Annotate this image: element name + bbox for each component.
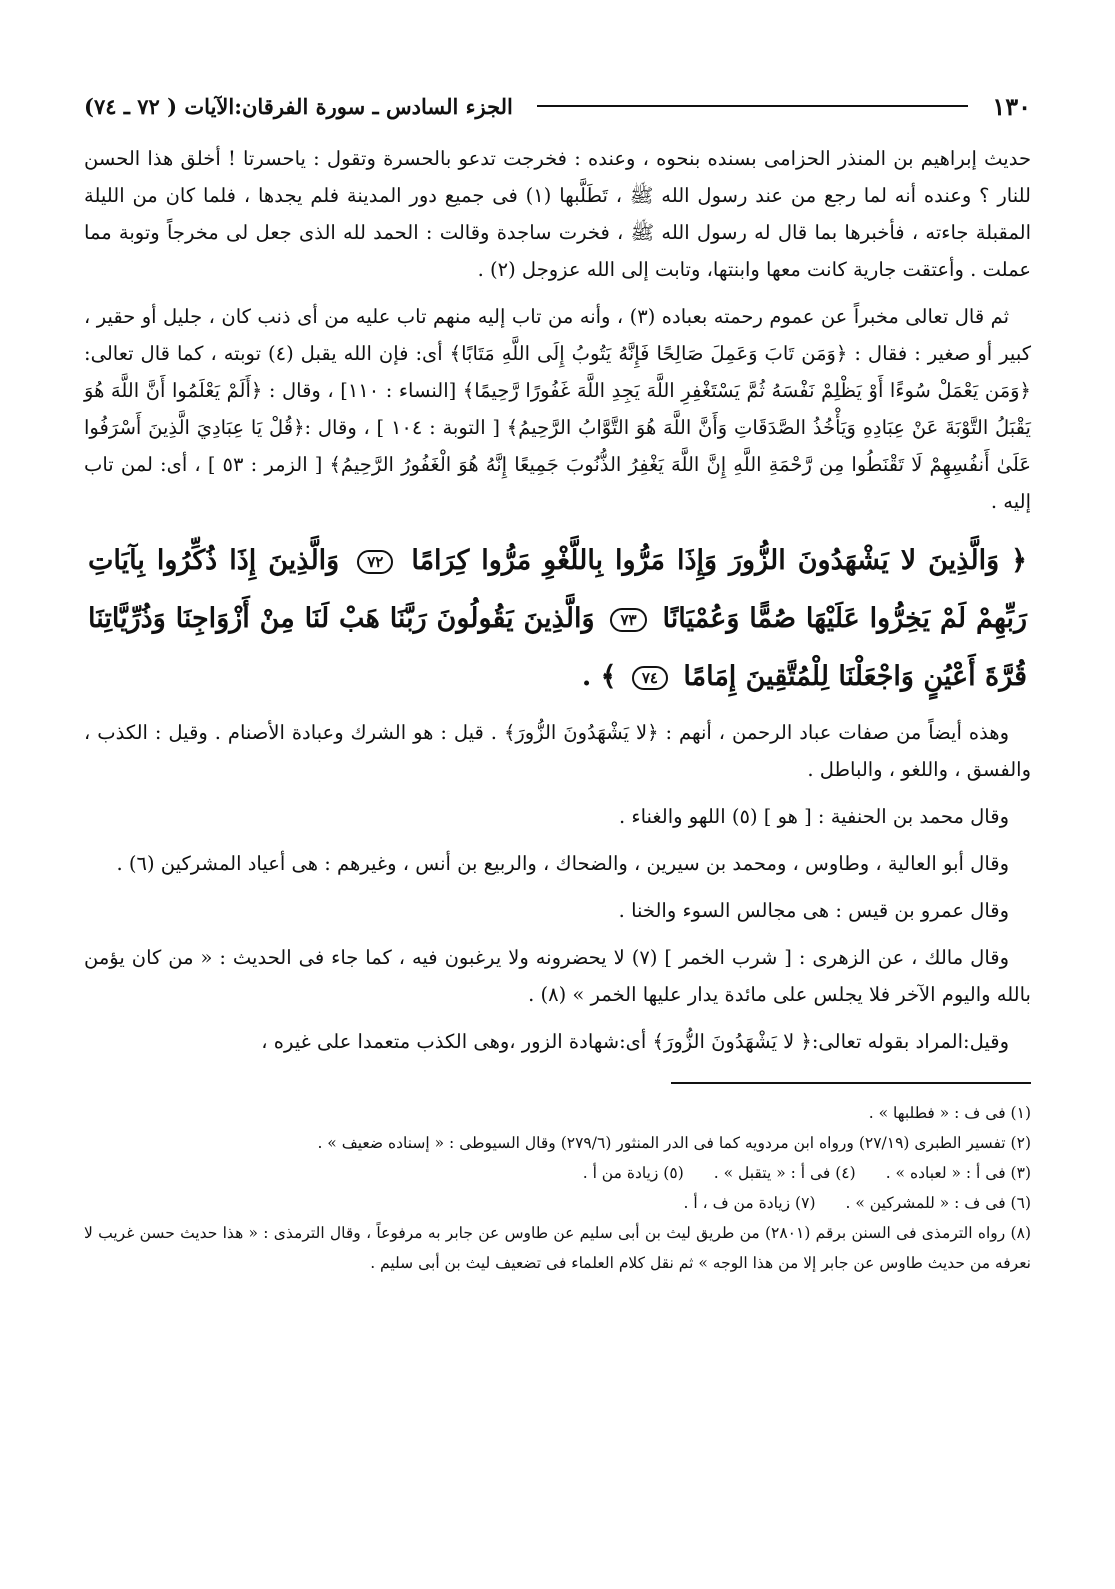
verse-73-text: وَالَّذِينَ إِذَا ذُكِّرُوا بِآيَاتِ رَبِّهِمْ لَمْ يَخِرُّوا عَلَيْهَا صُمًّا وَعُمْيَانًا xyxy=(88,545,1027,634)
commentary-paragraph: وقال أبو العالية ، وطاوس ، ومحمد بن سيرين ، والضحاك ، والربيع بن أنس ، وغيرهم : هى أعياد المشركين (٦) . xyxy=(116,852,1009,875)
header-rule xyxy=(537,105,968,107)
footnote-separator xyxy=(671,1082,1031,1084)
ayah-number-74: ٧٤ xyxy=(632,666,668,690)
verse-close-bracket: ﴾ . xyxy=(581,661,617,692)
commentary-paragraph: وقال محمد بن الحنفية : [ هو ] (٥) اللهو والغناء . xyxy=(619,805,1009,828)
page-header xyxy=(84,86,1031,126)
commentary-paragraph: وهذه أيضاً من صفات عباد الرحمن ، أنهم : ﴿لا يَشْهَدُونَ الزُّورَ﴾ . قيل : هو الشرك وعبادة الأصنام . وقيل : الكذب ، والفسق ، واللغو ، والباطل . xyxy=(84,721,1031,781)
footnote-1: (١) فى ف : « فطلبها » . xyxy=(868,1104,1031,1122)
verse-72-text: وَالَّذِينَ لا يَشْهَدُونَ الزُّورَ وَإِذَا مَرُّوا بِاللَّغْوِ مَرُّوا كِرَامًا xyxy=(411,545,1000,576)
paragraph-repentance: ثم قال تعالى مخبراً عن عموم رحمته بعباده (٣) ، وأنه من تاب إليه منهم تاب عليه من أى ذنب كان ، جليل أو حقير ، كبير أو صغير : فقال : ﴿وَمَن تَابَ وَعَمِلَ صَالِحًا فَإِنَّهُ يَتُوبُ إِلَى اللَّهِ مَتَابًا﴾ أى: فإن الله يقبل (٤) توبته ، كما قال تعالى: ﴿وَمَن يَعْمَلْ سُوءًا أَوْ يَظْلِمْ نَفْسَهُ ثُمَّ يَسْتَغْفِرِ اللَّهَ يَجِدِ اللَّهَ غَفُورًا رَّحِيمًا﴾ [النساء : ١١٠] ، وقال : ﴿أَلَمْ يَعْلَمُوا أَنَّ اللَّهَ هُوَ يَقْبَلُ التَّوْبَةَ عَنْ عِبَادِهِ وَيَأْخُذُ الصَّدَقَاتِ وَأَنَّ اللَّهَ هُوَ التَّوَّابُ الرَّحِيمُ﴾ [ التوبة : ١٠٤ ] ، وقال :﴿قُلْ يَا عِبَادِيَ الَّذِينَ أَسْرَفُوا عَلَىٰ أَنفُسِهِمْ لَا تَقْنَطُوا مِن رَّحْمَةِ اللَّهِ إِنَّ اللَّهَ يَغْفِرُ الذُّنُوبَ جَمِيعًا إِنَّهُ هُوَ الْغَفُورُ الرَّحِيمُ﴾ [ الزمر : ٥٣ ] ، أى: لمن تاب إليه . xyxy=(84,305,1031,513)
quran-verse-block xyxy=(84,532,1031,706)
paragraph-hadith: حديث إبراهيم بن المنذر الحزامى بسنده بنحوه ، وعنده : فخرجت تدعو بالحسرة وتقول : ياحسرتا ! أخلق هذا الحسن للنار ؟ وعنده أنه لما رجع من عند رسول الله ﷺ ، تَطَلَّبها (١) فى جميع دور المدينة فلم يجدها ، فلما كان من الليلة المقبلة جاءته ، فأخبرها بما قال له رسول الله ﷺ ، فخرت ساجدة وقالت : الحمد لله الذى جعل لى مخرجاً وتوبة مما عملت . وأعتقت جارية كانت معها وابنتها، وتابت إلى الله عزوجل (٢) . xyxy=(84,147,1031,281)
footnote-8: (٨) رواه الترمذى فى السنن برقم (٢٨٠١) من طريق ليث بن أبى سليم عن طاوس عن جابر به مرفوعاً ، وقال الترمذى : « هذا حديث حسن غريب لا نعرفه من حديث طاوس عن جابر إلا من هذا الوجه » ثم نقل كلام العلماء فى تضعيف ليث بن أبى سليم . xyxy=(84,1224,1031,1272)
footnote-row-6-7 xyxy=(84,1188,1031,1218)
ayah-number-73: ٧٣ xyxy=(610,608,646,632)
commentary-paragraph: وقيل:المراد بقوله تعالى:﴿ لا يَشْهَدُونَ الزُّورَ﴾ أى:شهادة الزور ،وهى الكذب متعمدا على غيره ، xyxy=(261,1030,1009,1053)
footnote-6: (٦) فى ف : « للمشركين » . xyxy=(845,1194,1031,1212)
footnote-5: (٥) زيادة من أ . xyxy=(582,1164,684,1182)
footnote-row-3-5 xyxy=(84,1158,1031,1188)
footnotes xyxy=(84,1098,1031,1278)
verse-open-bracket: ﴿ xyxy=(1011,545,1027,576)
book-page xyxy=(84,86,1031,1549)
running-title: الجزء السادس ـ سورة الفرقان:الآيات ( ٧٢ ـ ٧٤) xyxy=(84,93,513,119)
footnote-7: (٧) زيادة من ف ، أ . xyxy=(683,1194,816,1212)
footnote-4: (٤) فى أ : « يتقبل » . xyxy=(713,1164,856,1182)
page-number: ١٣٠ xyxy=(992,91,1031,121)
commentary-paragraph: وقال مالك ، عن الزهرى : [ شرب الخمر ] (٧) لا يحضرونه ولا يرغبون فيه ، كما جاء فى الحديث : « من كان يؤمن بالله واليوم الآخر فلا يجلس على مائدة يدار عليها الخمر » (٨) . xyxy=(84,946,1031,1006)
ayah-number-72: ٧٢ xyxy=(357,550,393,574)
footnote-2: (٢) تفسير الطبرى (٢٧/١٩) ورواه ابن مردويه كما فى الدر المنثور (٢٧٩/٦) وقال السيوطى : « إسناده ضعيف » . xyxy=(317,1134,1031,1152)
commentary-paragraph: وقال عمرو بن قيس : هى مجالس السوء والخنا . xyxy=(618,899,1009,922)
verse-74-text: وَالَّذِينَ يَقُولُونَ رَبَّنَا هَبْ لَنَا مِنْ أَزْوَاجِنَا وَذُرِّيَّاتِنَا قُرَّةَ أَعْيُنٍ وَاجْعَلْنَا لِلْمُتَّقِينَ إِمَامًا xyxy=(88,603,1027,692)
footnote-3: (٣) فى أ : « لعباده » . xyxy=(885,1164,1031,1182)
